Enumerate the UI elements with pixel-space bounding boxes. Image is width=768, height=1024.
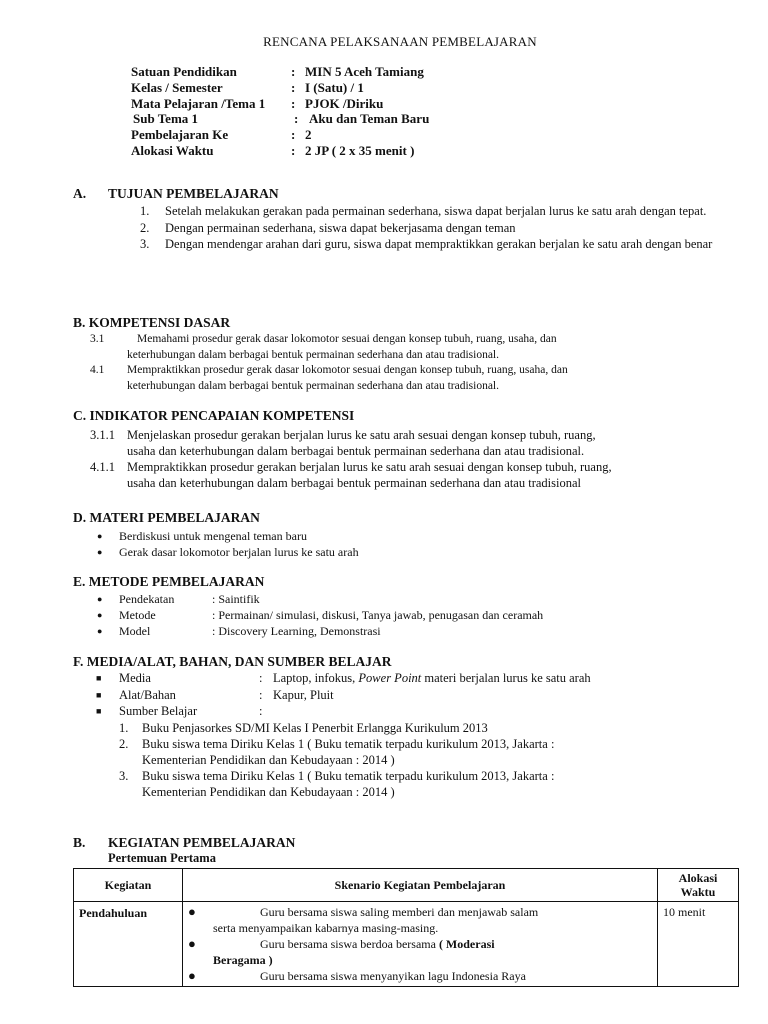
list-item: ● Guru bersama siswa menyanyikan lagu Indonesia Raya	[188, 968, 526, 983]
info-row: Kelas / Semester : I (Satu) / 1	[131, 79, 364, 95]
table-header-kegiatan: Kegiatan	[74, 869, 183, 902]
section-heading-materi: D. MATERI PEMBELAJARAN	[73, 510, 260, 525]
section-heading-metode: E. METODE PEMBELAJARAN	[73, 574, 265, 589]
list-item: 4.1 Mempraktikkan prosedur gerak dasar lokomotor sesuai dengan konsep tubuh, ruang, usaha, dan keterhubungan dalam berbagai bentuk permainan sederhana dan atau tradisional.	[90, 364, 568, 392]
list-item: 3.1.1 Menjelaskan prosedur gerakan berjalan lurus ke satu arah sesuai dengan konsep tubuh, ruang, usaha dan keterhubungan dalam berbagai bentuk permainan sederhana dan atau tradisional.	[90, 428, 596, 458]
list-item: ■ Sumber Belajar :	[96, 704, 263, 718]
list-item: ● Pendekatan : Saintifik	[97, 592, 260, 606]
list-item: ■ Alat/Bahan : Kapur, Pluit	[96, 687, 334, 702]
section-heading-kompetensi: B. KOMPETENSI DASAR	[73, 315, 231, 330]
bullet-icon: ●	[97, 531, 103, 541]
bullet-icon: ●	[97, 547, 103, 557]
info-label: Pembelajaran Ke	[131, 127, 229, 143]
bullet-icon: ●	[188, 936, 196, 951]
kompetensi-list	[90, 332, 700, 394]
info-row: Mata Pelajaran /Tema 1 : PJOK /Diriku	[131, 95, 384, 111]
table-header-row	[74, 869, 739, 902]
info-label: Alokasi Waktu	[131, 142, 214, 158]
materi-list	[95, 528, 359, 560]
document-title: RENCANA PELAKSANAAN PEMBELAJARAN	[263, 34, 537, 49]
square-bullet-icon: ■	[96, 706, 102, 716]
square-bullet-icon: ■	[96, 689, 102, 700]
bullet-icon: ●	[188, 904, 196, 919]
list-item: ● Metode : Permainan/ simulasi, diskusi, Tanya jawab, penugasan dan ceramah	[97, 608, 544, 622]
info-row: Pembelajaran Ke : 2	[131, 127, 312, 143]
info-label: Sub Tema 1	[133, 111, 199, 127]
list-item: 4.1.1 Mempraktikkan prosedur gerakan berjalan lurus ke satu arah sesuai dengan konsep tubuh, ruang, usaha dan keterhubungan dalam berbagai bentuk permainan sederhana dan atau tradisional	[90, 460, 612, 490]
info-value: 2	[305, 127, 312, 143]
indikator-list	[90, 427, 730, 491]
info-value: MIN 5 Aceh Tamiang	[305, 64, 424, 79]
square-bullet-icon: ■	[96, 673, 102, 683]
list-item: 2. Buku siswa tema Diriku Kelas 1 ( Buku tematik terpadu kurikulum 2013, Jakarta : Kementerian Pendidikan dan Kebudayaan : 2014 )	[119, 737, 555, 767]
bullet-icon: ●	[188, 968, 196, 983]
list-item: ● Guru bersama siswa berdoa bersama ( Moderasi Beragama )	[188, 936, 495, 967]
list-item: 1. Setelah melakukan gerakan pada permainan sederhana, siswa dapat berjalan lurus ke satu arah dengan tepat.	[140, 204, 707, 218]
alokasi-cell: 10 menit	[658, 902, 739, 987]
section-heading-kegiatan: B. KEGIATAN PEMBELAJARAN	[73, 835, 296, 850]
info-value: I (Satu) / 1	[305, 79, 364, 95]
list-item: ■ Media : Laptop, infokus, Power Point materi berjalan lurus ke satu arah	[96, 671, 591, 685]
info-value: 2 JP ( 2 x 35 menit )	[305, 142, 415, 158]
list-item: 3. Buku siswa tema Diriku Kelas 1 ( Buku tematik terpadu kurikulum 2013, Jakarta : Kementerian Pendidikan dan Kebudayaan : 2014 )	[119, 769, 555, 799]
section-heading-tujuan: A. TUJUAN PEMBELAJARAN	[73, 186, 279, 201]
list-item: 3.1 Memahami prosedur gerak dasar lokomotor sesuai dengan konsep tubuh, ruang, usaha, dan keterhubungan dalam berbagai bentuk permainan sederhana dan atau tradisional.	[90, 333, 557, 361]
info-label: Kelas / Semester	[131, 79, 223, 95]
bullet-icon: ●	[97, 626, 103, 636]
bullet-icon: ●	[97, 610, 103, 620]
info-row: Satuan Pendidikan : MIN 5 Aceh Tamiang	[131, 64, 424, 79]
table-header-skenario: Skenario Kegiatan Pembelajaran	[183, 869, 658, 902]
tujuan-list	[140, 204, 730, 254]
info-row: Sub Tema 1 : Aku dan Teman Baru	[133, 111, 430, 127]
pertemuan-label: Pertemuan Pertama	[108, 851, 216, 865]
list-item: 2. Dengan permainan sederhana, siswa dapat bekerjasama dengan teman	[140, 220, 516, 235]
section-heading-media: F. MEDIA/ALAT, BAHAN, DAN SUMBER BELAJAR	[73, 654, 392, 669]
kegiatan-table	[73, 868, 739, 987]
section-heading-indikator: C. INDIKATOR PENCAPAIAN KOMPETENSI	[73, 408, 355, 423]
info-value: Aku dan Teman Baru	[309, 111, 430, 127]
table-header-alokasi: Alokasi Waktu	[658, 869, 739, 902]
identity-block	[131, 64, 429, 159]
bullet-icon: ●	[97, 594, 103, 604]
list-item: ● Berdiskusi untuk mengenal teman baru	[97, 529, 307, 543]
list-item: ● Gerak dasar lokomotor berjalan lurus ke satu arah	[97, 545, 359, 559]
table-row	[74, 902, 739, 987]
skenario-cell	[183, 902, 658, 987]
media-list	[95, 670, 591, 720]
kegiatan-cell: Pendahuluan	[74, 902, 183, 987]
info-label: Mata Pelajaran /Tema 1	[131, 95, 266, 111]
info-row: Alokasi Waktu : 2 JP ( 2 x 35 menit )	[131, 142, 415, 158]
list-item: 3. Dengan mendengar arahan dari guru, siswa dapat mempraktikkan gerakan berjalan ke satu arah dengan benar	[140, 237, 713, 251]
list-item: 1. Buku Penjasorkes SD/MI Kelas I Penerbit Erlangga Kurikulum 2013	[119, 721, 488, 735]
list-item: ● Model : Discovery Learning, Demonstrasi	[97, 624, 381, 638]
list-item: ● Guru bersama siswa saling memberi dan menjawab salam serta menyampaikan kabarnya masing-masing.	[188, 904, 539, 935]
info-label: Satuan Pendidikan	[131, 64, 237, 79]
sumber-list	[119, 720, 554, 800]
metode-list	[95, 591, 543, 639]
info-value: PJOK /Diriku	[305, 95, 384, 111]
